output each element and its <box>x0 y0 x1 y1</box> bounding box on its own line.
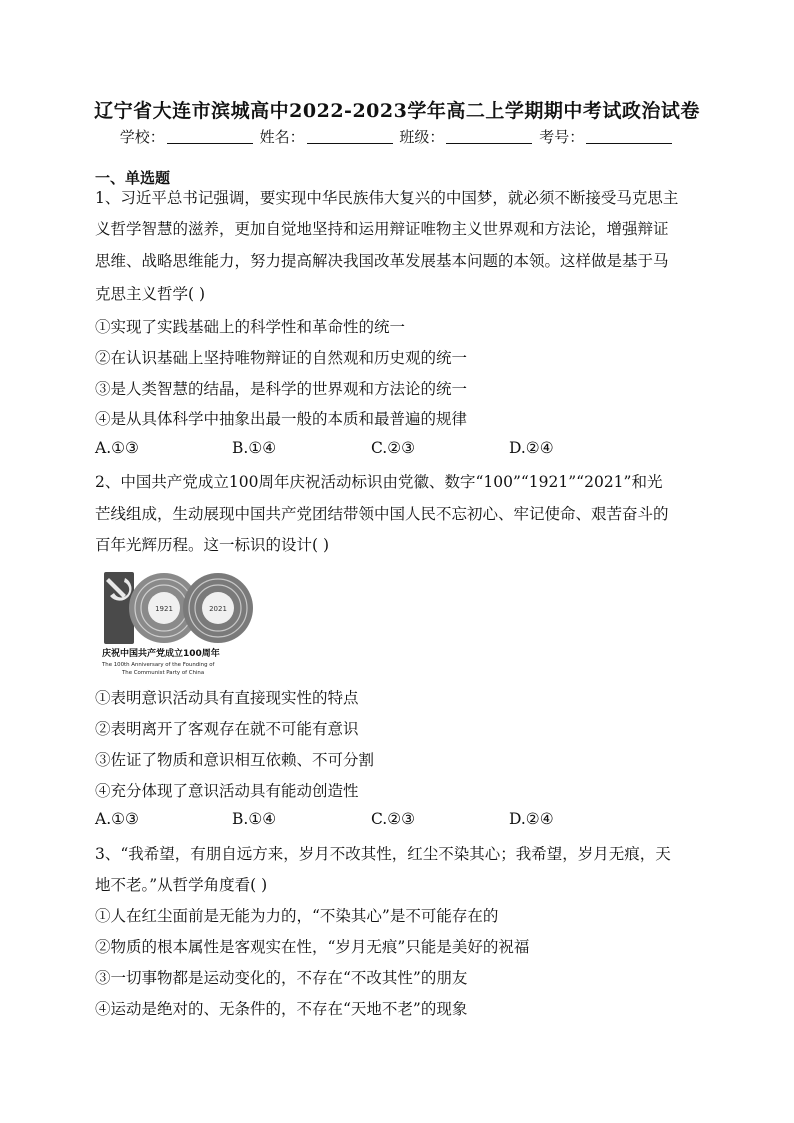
q1-stem-line: 克思主义哲学( ) <box>95 285 206 303</box>
q1-option-d[interactable]: D.②④ <box>509 439 554 457</box>
q3-statement: ①人在红尘面前是无能为力的，“不染其心”是不可能存在的 <box>95 907 499 925</box>
q1-stem-line: 思维、战略思维能力，努力提高解决我国改革发展基本问题的本领。这样做是基于马 <box>95 252 669 270</box>
q2-option-b[interactable]: B.①④ <box>232 810 277 828</box>
exam-title: 辽宁省大连市滨城高中2022-2023学年高二上学期期中考试政治试卷 <box>94 100 700 122</box>
q2-statement: ③佐证了物质和意识相互依赖、不可分割 <box>95 751 375 769</box>
class-blank[interactable] <box>446 129 532 144</box>
year-left-label: 1921 <box>155 605 173 613</box>
section-heading: 一、单选题 <box>95 169 171 187</box>
q1-option-c[interactable]: C.②③ <box>371 439 416 457</box>
name-blank[interactable] <box>307 129 393 144</box>
q2-statement: ②表明离开了客观存在就不可能有意识 <box>95 720 359 738</box>
name-label: 姓名： <box>259 128 305 146</box>
q2-stem-line: 百年光辉历程。这一标识的设计( ) <box>95 536 330 554</box>
q2-option-c[interactable]: C.②③ <box>371 810 416 828</box>
exam-number-blank[interactable] <box>586 129 672 144</box>
q3-stem-line: 3、“我希望，有朋自远方来，岁月不改其性，红尘不染其心；我希望，岁月无痕，天 <box>95 845 671 863</box>
q3-statement: ④运动是绝对的、无条件的，不存在“天地不老”的现象 <box>95 1000 468 1018</box>
logo-caption-en-2: The Communist Party of China <box>122 670 205 676</box>
q1-option-b[interactable]: B.①④ <box>232 439 277 457</box>
q2-stem-line: 2、中国共产党成立100周年庆祝活动标识由党徽、数字“100”“1921”“2021”和光 <box>95 473 663 491</box>
q2-statement: ①表明意识活动具有直接现实性的特点 <box>95 689 359 707</box>
q1-stem-line: 1、习近平总书记强调，要实现中华民族伟大复兴的中国梦，就必须不断接受马克思主 <box>95 189 679 207</box>
q1-option-a[interactable]: A.①③ <box>95 439 139 457</box>
q1-stem-line: 义哲学智慧的滋养，更加自觉地坚持和运用辩证唯物主义世界观和方法论，增强辩证 <box>95 220 669 238</box>
q2-option-a[interactable]: A.①③ <box>95 810 139 828</box>
q3-stem-line: 地不老。”从哲学角度看( ) <box>95 876 268 894</box>
school-blank[interactable] <box>167 129 253 144</box>
q2-statement: ④充分体现了意识活动具有能动创造性 <box>95 782 359 800</box>
exam-number-label: 考号： <box>539 128 585 146</box>
logo-caption-cn: 庆祝中国共产党成立100周年 <box>102 649 220 659</box>
q1-statement: ④是从具体科学中抽象出最一般的本质和最普遍的规律 <box>95 410 468 428</box>
class-label: 班级： <box>399 128 445 146</box>
q2-option-d[interactable]: D.②④ <box>509 810 554 828</box>
cpc-100th-anniversary-logo <box>100 566 260 680</box>
year-right-label: 2021 <box>209 605 227 613</box>
school-label: 学校： <box>119 128 165 146</box>
q2-stem-line: 芒线组成，生动展现中国共产党团结带领中国人民不忘初心、牢记使命、艰苦奋斗的 <box>95 505 669 523</box>
q3-statement: ③一切事物都是运动变化的，不存在“不改其性”的朋友 <box>95 969 468 987</box>
q3-statement: ②物质的根本属性是客观实在性，“岁月无痕”只能是美好的祝福 <box>95 938 530 956</box>
q1-statement: ①实现了实践基础上的科学性和革命性的统一 <box>95 318 406 336</box>
q1-statement: ②在认识基础上坚持唯物辩证的自然观和历史观的统一 <box>95 349 468 367</box>
q1-statement: ③是人类智慧的结晶，是科学的世界观和方法论的统一 <box>95 380 468 398</box>
logo-caption-en-1: The 100th Anniversary of the Founding of <box>102 662 215 668</box>
student-info-row <box>0 126 794 147</box>
